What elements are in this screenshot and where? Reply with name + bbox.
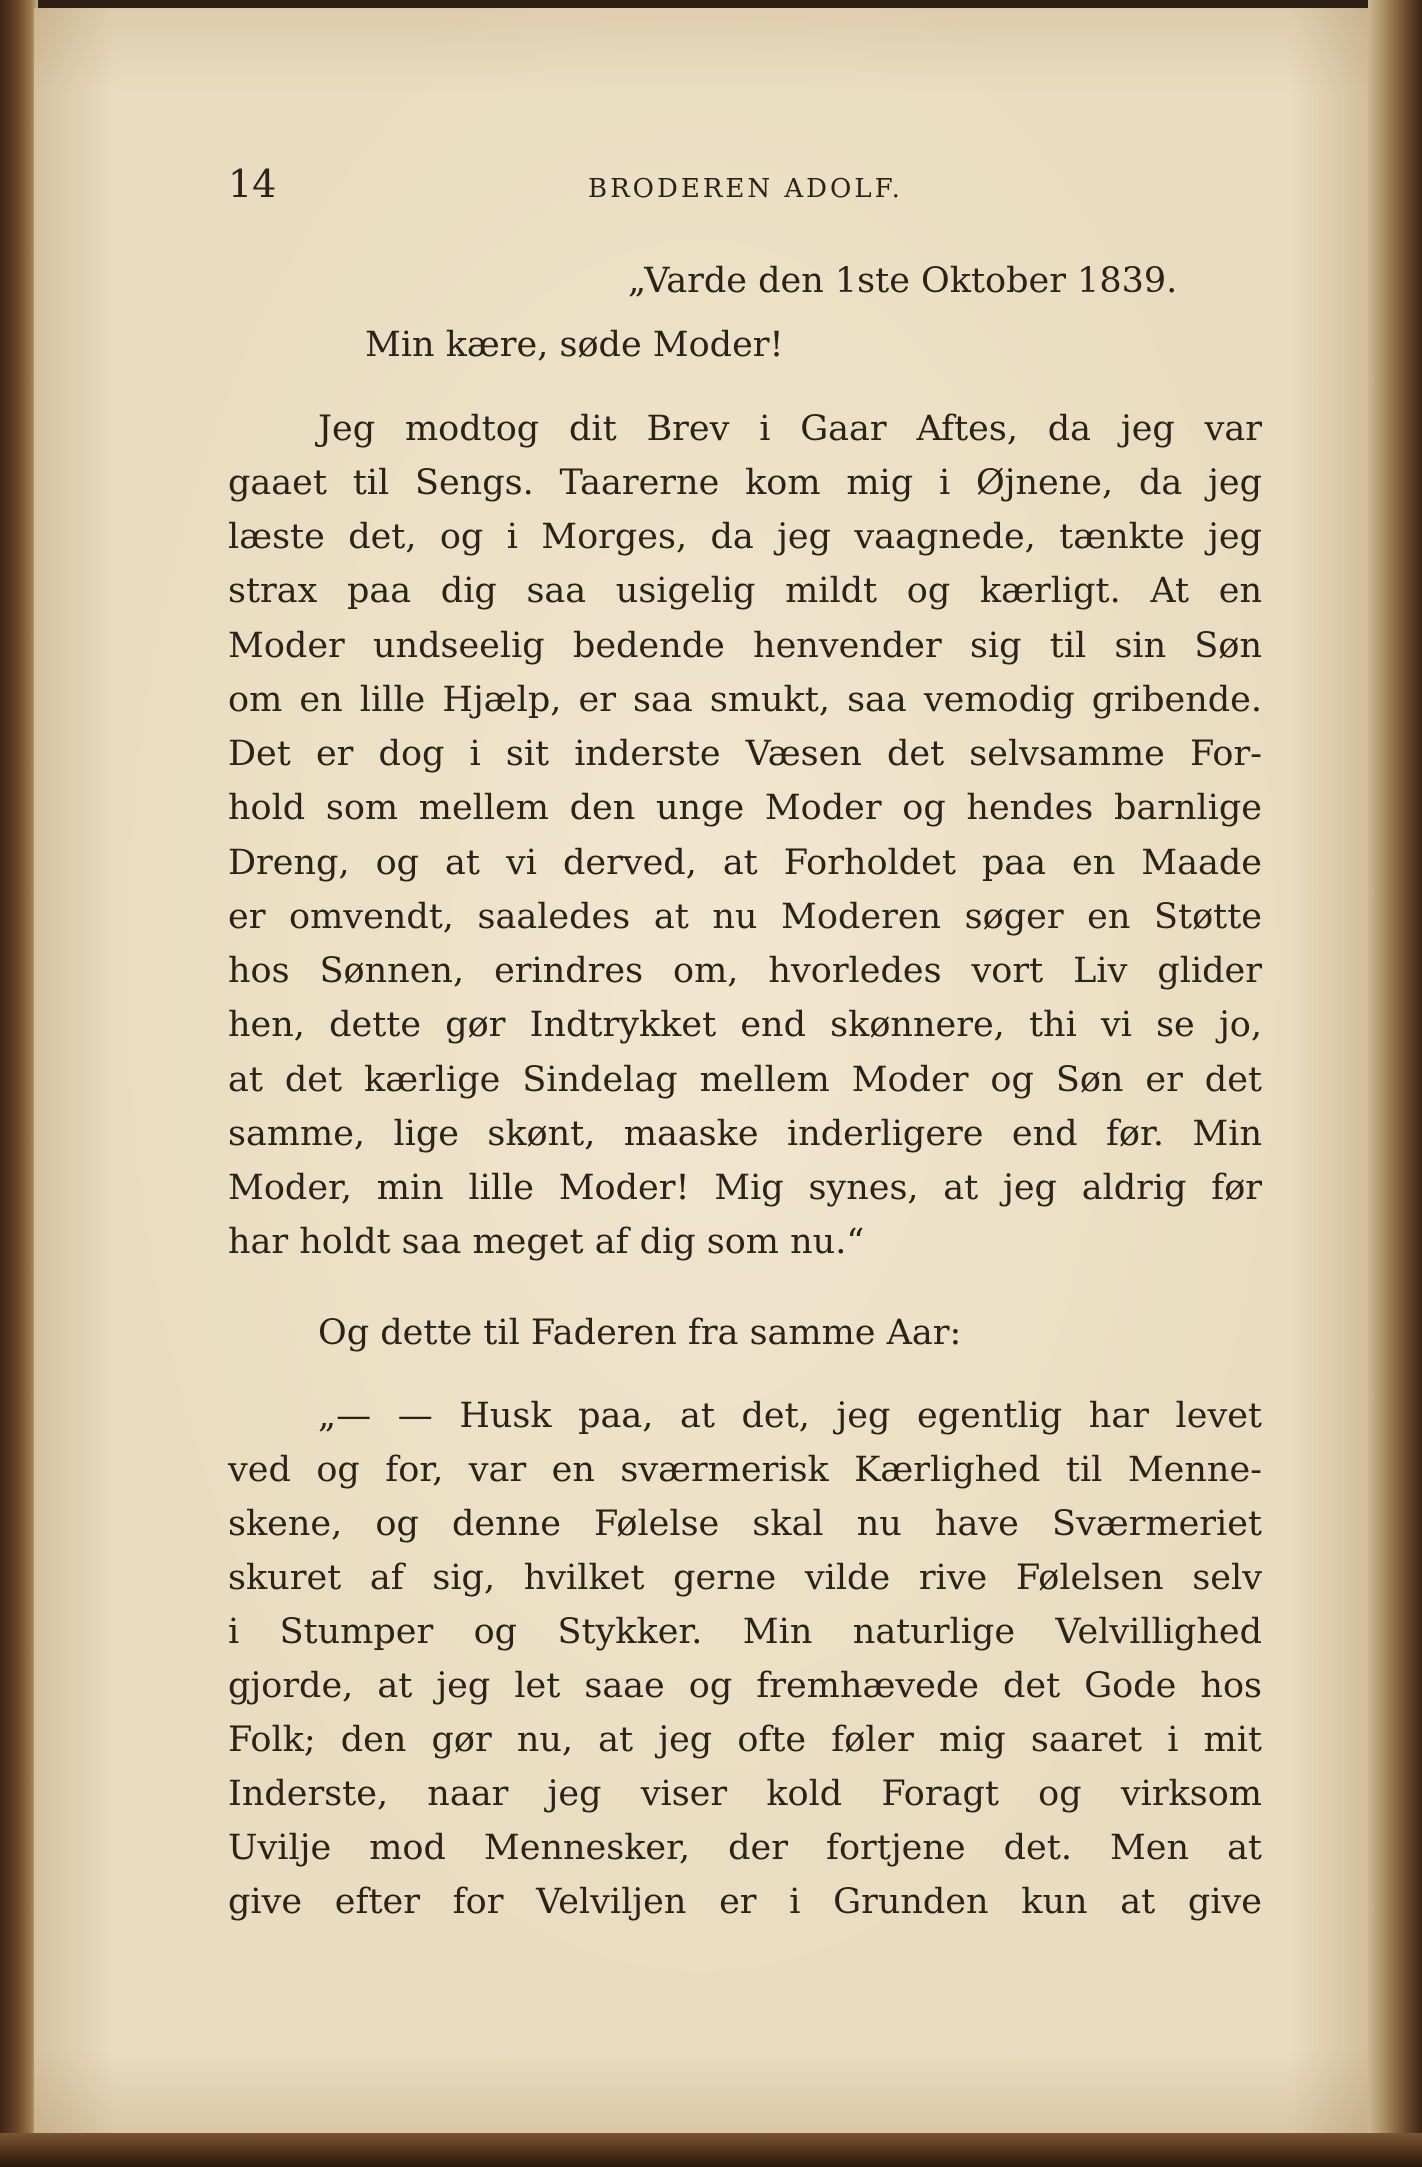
text-line: skuret af sig, hvilket gerne vilde rive Følelsen selv	[228, 1558, 1262, 1598]
text-line: skene, og denne Følelse skal nu have Sværmeriet	[228, 1504, 1262, 1544]
text-line: har holdt saa meget af dig som nu.“	[228, 1222, 865, 1262]
page-number: 14	[228, 162, 277, 206]
text-line: gaaet til Sengs. Taarerne kom mig i Øjnene, da jeg	[228, 463, 1262, 503]
text-line: Folk; den gør nu, at jeg ofte føler mig saaret i mit	[228, 1720, 1262, 1760]
text-line: hos Sønnen, erindres om, hvorledes vort Liv glider	[228, 951, 1262, 991]
book-spine-edge	[0, 0, 38, 2167]
intro-line: Og dette til Faderen fra samme Aar:	[318, 1313, 962, 1353]
letter-salutation: Min kære, søde Moder!	[365, 325, 784, 365]
text-line: samme, lige skønt, maaske inderligere end før. Min	[228, 1114, 1262, 1154]
text-line: i Stumper og Stykker. Min naturlige Velvillighed	[228, 1612, 1262, 1652]
text-line: ved og for, var en sværmerisk Kærlighed til Menne-	[228, 1450, 1262, 1490]
text-line: at det kærlige Sindelag mellem Moder og Søn er det	[228, 1060, 1262, 1100]
text-line: gjorde, at jeg let saae og fremhævede det Gode hos	[228, 1666, 1262, 1706]
running-title: BRODEREN ADOLF.	[588, 174, 903, 204]
text-line: Uvilje mod Mennesker, der fortjene det. Men at	[228, 1828, 1262, 1868]
page-header	[228, 162, 1262, 212]
text-line: om en lille Hjælp, er saa smukt, saa vemodig gribende.	[228, 680, 1262, 720]
text-line: er omvendt, saaledes at nu Moderen søger en Støtte	[228, 897, 1262, 937]
text-line: „— — Husk paa, at det, jeg egentlig har levet	[318, 1396, 1262, 1436]
letter-dateline: „Varde den 1ste Oktober 1839.	[628, 261, 1178, 301]
text-line: strax paa dig saa usigelig mildt og kærligt. At en	[228, 571, 1262, 611]
text-line: Inderste, naar jeg viser kold Foragt og virksom	[228, 1774, 1262, 1814]
page-edge-right	[1368, 0, 1422, 2167]
page-edge-bottom	[0, 2133, 1422, 2167]
text-line: Det er dog i sit inderste Væsen det selvsamme For-	[228, 734, 1262, 774]
text-line: Moder, min lille Moder! Mig synes, at jeg aldrig før	[228, 1168, 1262, 1208]
text-line: læste det, og i Morges, da jeg vaagnede, tænkte jeg	[228, 517, 1262, 557]
text-line: give efter for Velviljen er i Grunden kun at give	[228, 1882, 1262, 1922]
text-line: Dreng, og at vi derved, at Forholdet paa en Maade	[228, 843, 1262, 883]
text-line: hold som mellem den unge Moder og hendes barnlige	[228, 788, 1262, 828]
text-line: Jeg modtog dit Brev i Gaar Aftes, da jeg var	[318, 409, 1262, 449]
text-line: Moder undseelig bedende henvender sig til sin Søn	[228, 626, 1262, 666]
text-line: hen, dette gør Indtrykket end skønnere, thi vi se jo,	[228, 1005, 1262, 1045]
